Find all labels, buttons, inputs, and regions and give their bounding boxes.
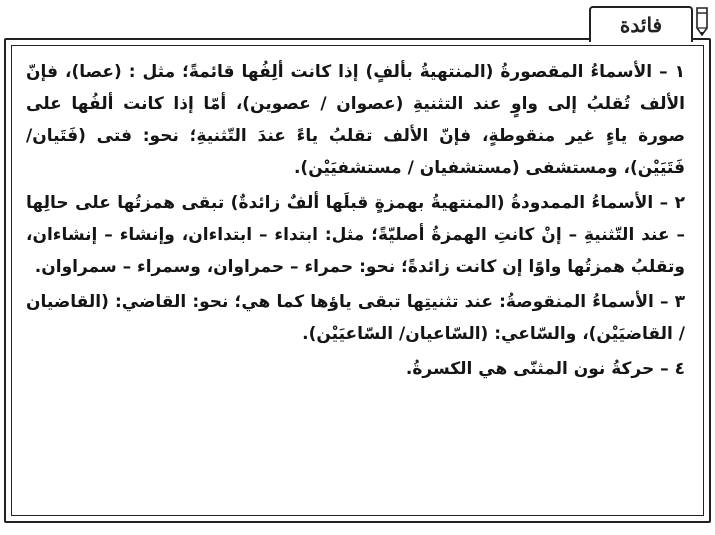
rule-item-2: ٢ – الأسماءُ الممدودةُ (المنتهيةُ بهمزةٍ قبلَها ألفٌ زائدةٌ) تبقى همزتُها على حالِها – عند التّثنيةِ – إنْ كانتِ الهمزةُ أصليّةً؛ مثل: ابتداء – ابتداءان، وإنشاء – إنشاءان، وتقلبُ همزتُها واوًا إن كانت زائدةً؛ نحو: حمراء – حمراوان، وسمراء – سمراوان. [26,193,685,277]
rule-item-3: ٣ – الأسماءُ المنقوصةُ: عند تثنيتِها تبقى ياؤها كما هي؛ نحو: القاضي: (القاضيان / القاضيَيْن)، والسّاعي: (السّاعيان/ السّاعيَيْن). [26,292,685,344]
note-title: فائدة [619,13,663,37]
note-content [26,56,685,388]
pencil-icon [693,6,711,36]
title-tab [589,6,693,42]
rule-item-1: ١ – الأسماءُ المقصورةُ (المنتهيةُ بألفٍ) إذا كانت ألِفُها قائمةً؛ مثل : (عصا)، فإنّ الألف تُقلبُ إلى واوٍ عند التثنيةِ (عصوان / عصوين)، أمّا إذا كانت ألفُها على صورة ياءٍ غير منقوطةٍ، فإنّ الألف تقلبُ ياءً عندَ التّثنيةِ؛ نحو: فتى (فَتَيان/ فَتَيَيْن)، ومستشفى (مستشفيان / مستشفيَيْن). [26,62,685,178]
rule-item-4: ٤ – حركةُ نون المثنّى هي الكسرةُ. [405,359,685,379]
note-box [4,4,711,531]
